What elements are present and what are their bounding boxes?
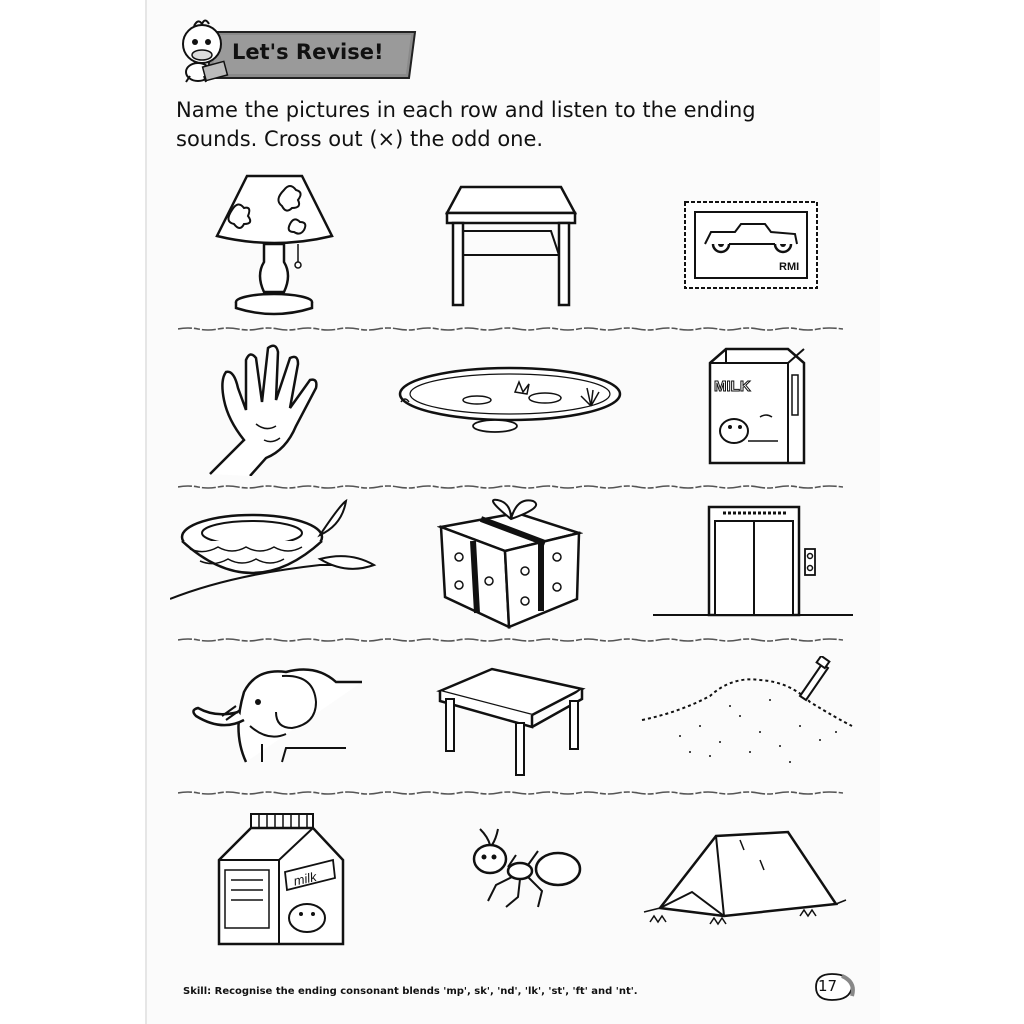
row-divider [178,790,843,796]
page-number: 17 [818,977,838,995]
ant-icon[interactable] [458,825,588,909]
hand-icon[interactable] [206,340,338,476]
lift-icon[interactable] [653,505,853,617]
page-edge [145,0,147,1024]
milk-carton-icon[interactable] [700,345,810,465]
instructions-text: Name the pictures in each row and listen to the ending sounds. Cross out (×) the odd one. [176,98,756,151]
sand-heap-icon[interactable] [640,656,855,776]
row-divider [178,637,843,643]
milk-label: milk [292,869,318,889]
milk-carton-icon[interactable] [215,810,347,946]
desk-icon[interactable] [443,185,579,307]
row-divider [178,326,843,332]
lamp-icon[interactable] [212,170,337,318]
elephant-trunk-icon[interactable] [186,662,366,774]
milk-label: MILK [714,378,751,395]
stamp-label: RMI [779,261,800,273]
tent-icon[interactable] [640,820,850,930]
stamp-icon[interactable] [683,200,819,290]
mascot-icon [176,14,236,86]
gift-icon[interactable] [437,497,583,629]
table-icon[interactable] [436,665,586,777]
pond-icon[interactable] [395,362,625,442]
page-title: Let's Revise! [232,40,384,64]
skill-footer: Skill: Recognise the ending consonant blends 'mp', sk', 'nd', 'lk', 'st', 'ft' and 'nt'. [183,986,638,997]
nest-icon[interactable] [170,495,380,605]
row-divider [178,484,843,490]
